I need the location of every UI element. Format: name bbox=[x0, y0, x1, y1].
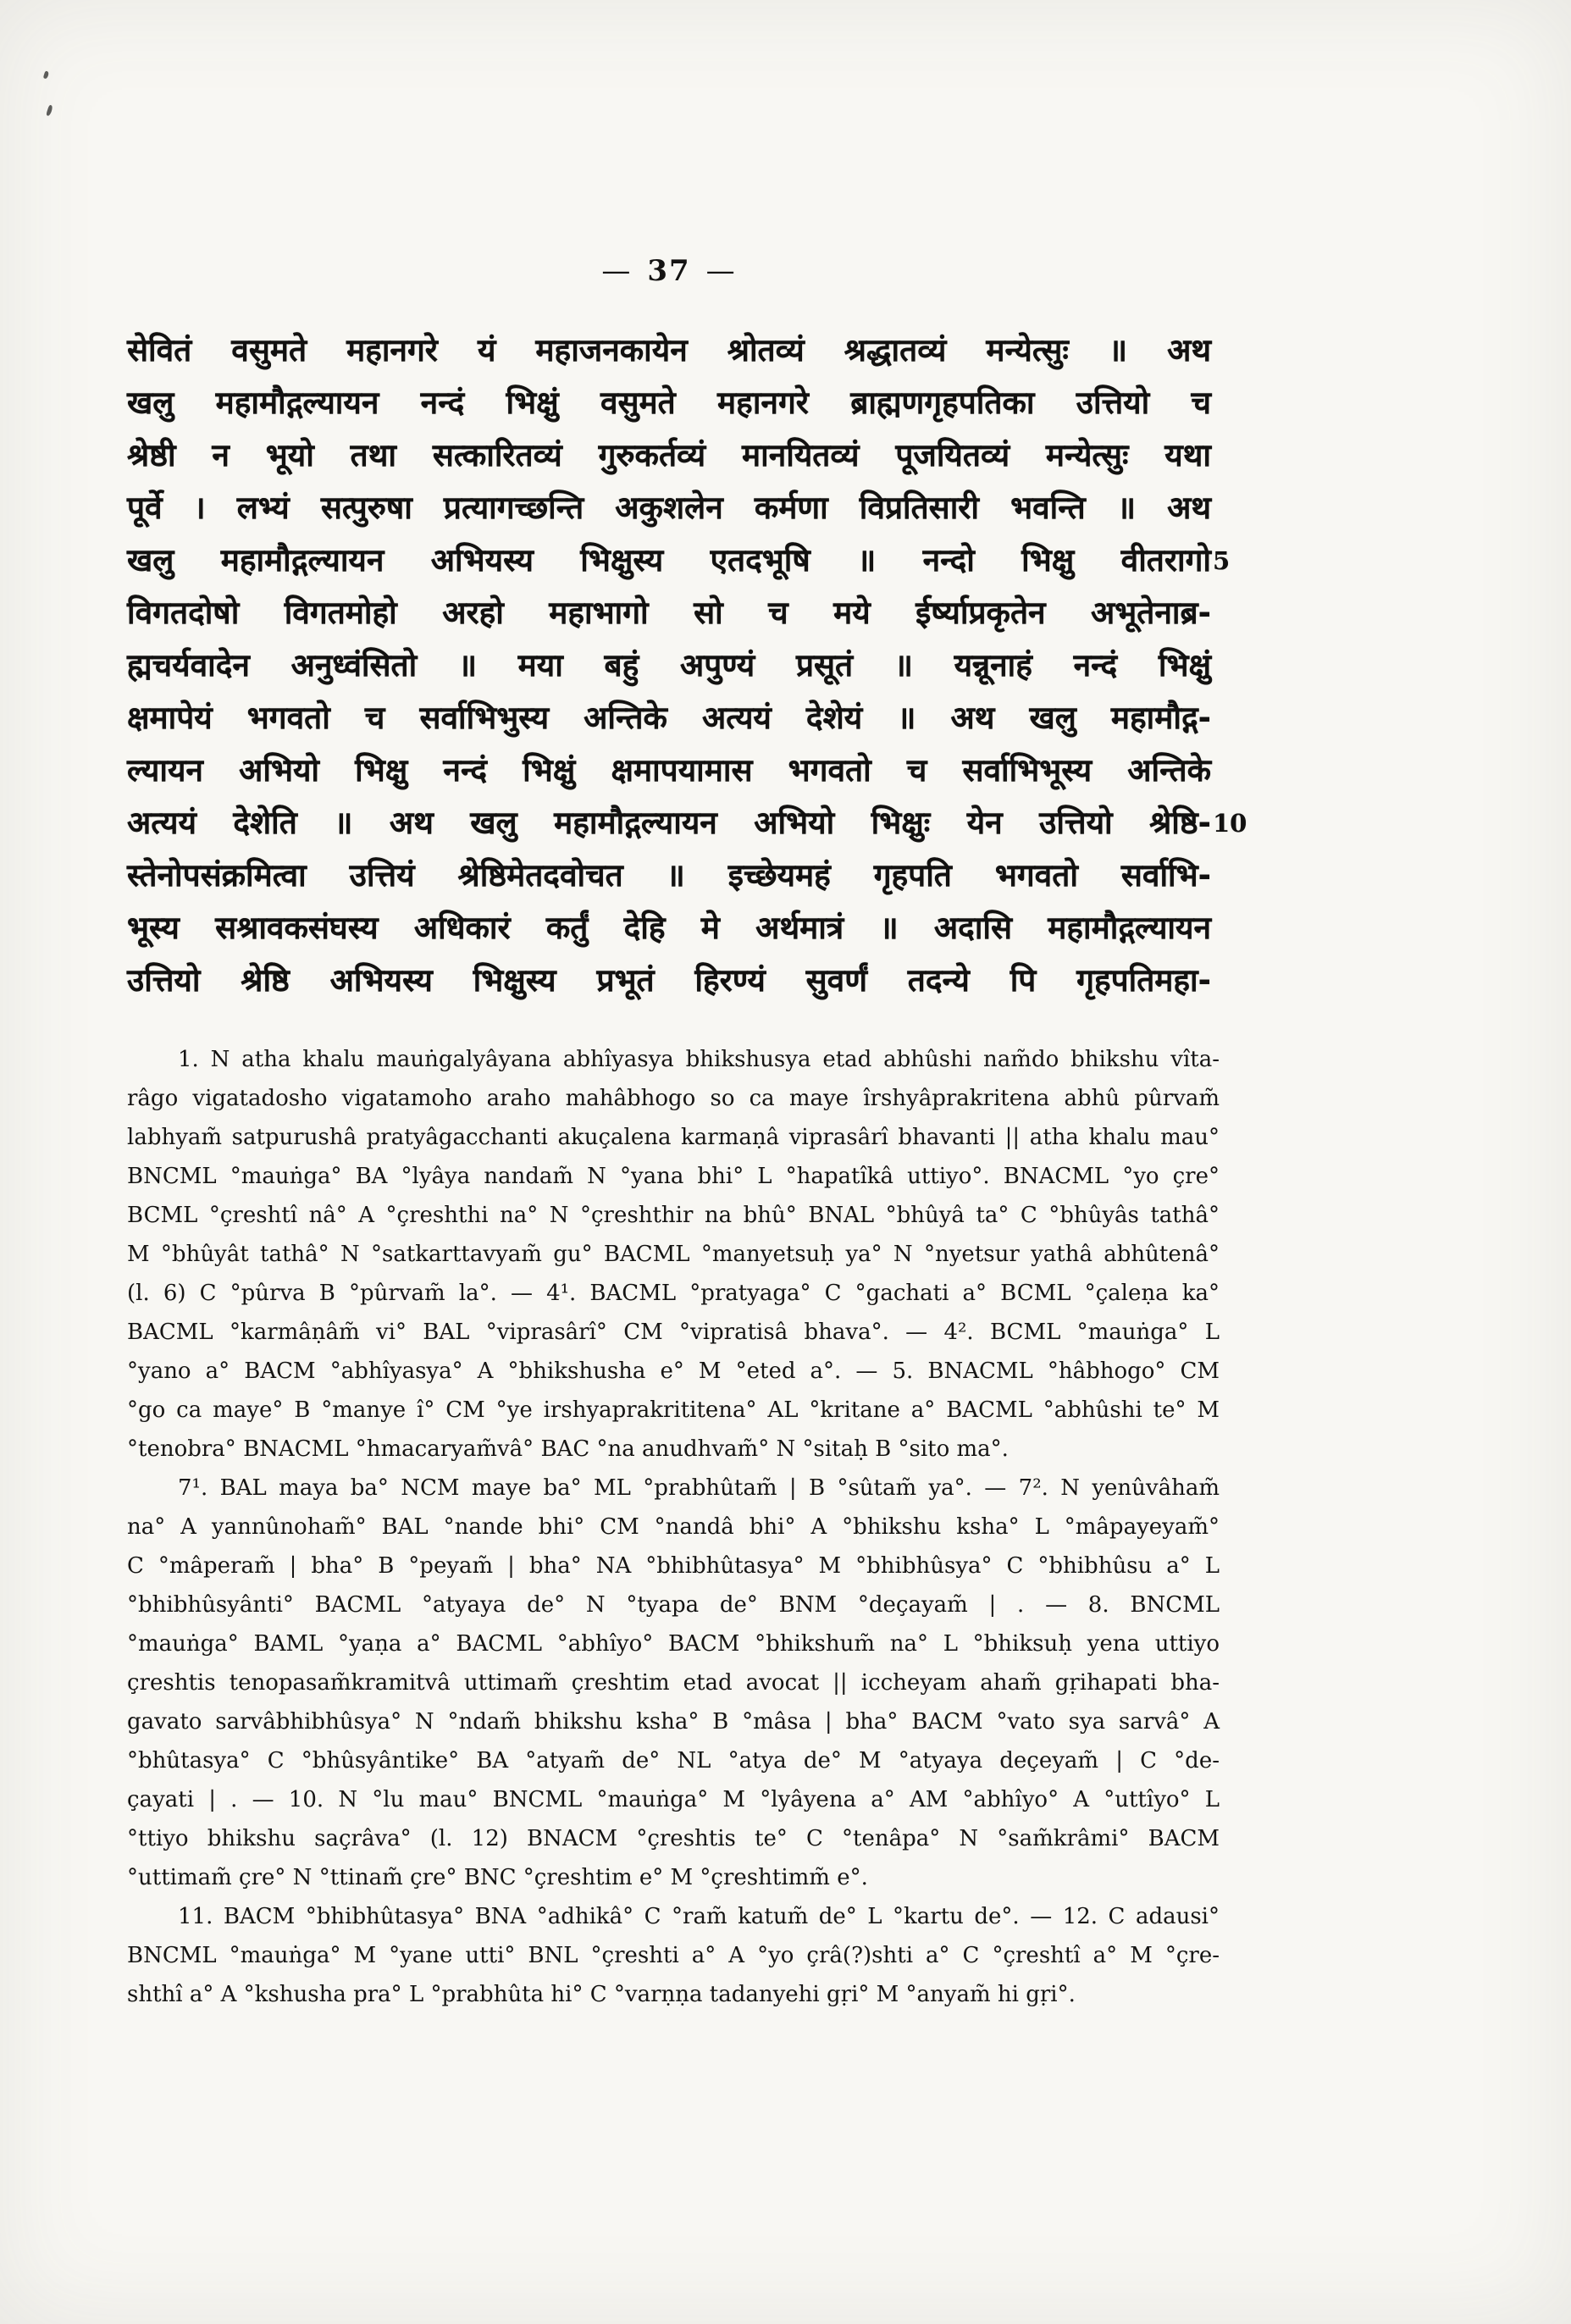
apparatus-line: 11. BACM °bhibhûtasya° BNA °adhikâ° C °ram̃ katum̃ de° L °kartu de°. — 12. C adausi° bbox=[178, 1904, 1220, 1929]
apparatus-line: °go ca maye° B °manye î° CM °ye irshyaprakrititena° AL °kritane a° BACML °abhûshi te° M bbox=[127, 1397, 1220, 1423]
devanagari-line: विगतदोषो विगतमोहो अरहो महाभागो सो च मये ईर्ष्याप्रकृतेन अभूतेनाब्र- bbox=[127, 595, 1211, 631]
page-header bbox=[127, 254, 1211, 288]
apparatus-line: °tenobra° BNACML °hmacaryam̃vâ° BAC °na anudhvam̃° N °sitaḥ B °sito ma°. bbox=[127, 1436, 1009, 1462]
apparatus-line: °uttimam̃ çre° N °ttinam̃ çre° BNC °çreshtim e° M °çreshtimm̃ e°. bbox=[127, 1865, 868, 1890]
apparatus-line: °bhûtasya° C °bhûsyântike° BA °atyam̃ de° NL °atya de° M °atyaya deçeyam̃ | C °de- bbox=[127, 1748, 1220, 1773]
devanagari-line: श्रेष्ठी न भूयो तथा सत्कारितव्यं गुरुकर्तव्यं मानयितव्यं पूजयितव्यं मन्येत्सुः यथा bbox=[127, 437, 1211, 473]
apparatus-line: gavato sarvâbhibhûsya° N °ndam̃ bhikshu ksha° B °mâsa | bha° BACM °vato sya sarvâ° A bbox=[127, 1709, 1220, 1735]
devanagari-line: क्षमापेयं भगवतो च सर्वाभिभुस्य अन्तिके अत्ययं देशेयं ॥ अथ खलु महामौद्ग- bbox=[127, 700, 1211, 736]
header-right-dash: — bbox=[705, 254, 737, 288]
apparatus-line: M °bhûyât tathâ° N °satkarttavyam̃ gu° BACML °manyetsuḥ ya° N °nyetsur yathâ abhûtenâ° bbox=[127, 1242, 1220, 1267]
header-left-dash: — bbox=[601, 254, 633, 288]
devanagari-line: खलु महामौद्गल्यायन नन्दं भिक्षुं वसुमते महानगरे ब्राह्मणगृहपतिका उत्तियो च bbox=[127, 385, 1211, 421]
devanagari-line: पूर्वे । लभ्यं सत्पुरुषा प्रत्यागच्छन्ति अकुशलेन कर्मणा विप्रतिसारी भवन्ति ॥ अथ bbox=[127, 490, 1211, 526]
apparatus-line: BCML °çreshtî nâ° A °çreshthi na° N °çreshthir na bhû° BNAL °bhûyâ ta° C °bhûyâs tathâ° bbox=[127, 1203, 1220, 1228]
apparatus-line: 7¹. BAL maya ba° NCM maye ba° ML °prabhûtam̃ | B °sûtam̃ ya°. — 7². N yenûvâham̃ bbox=[178, 1475, 1220, 1501]
devanagari-line: खलु महामौद्गल्यायन अभियस्य भिक्षुस्य एतदभूषि ॥ नन्दो भिक्षु वीतरागो 5 bbox=[127, 534, 1211, 587]
apparatus-line: çayati | . — 10. N °lu mau° BNCML °mauṅga° M °lyâyena a° AM °abhîyo° A °uttîyo° L bbox=[127, 1787, 1220, 1812]
apparatus-line: na° A yannûnoham̃° BAL °nande bhi° CM °nandâ bhi° A °bhikshu ksha° L °mâpayeyam̃° bbox=[127, 1514, 1220, 1540]
apparatus-line: °bhibhûsyânti° BACML °atyaya de° N °tyapa de° BNM °deçayam̃ | . — 8. BNCML bbox=[127, 1592, 1220, 1618]
stray-mark bbox=[43, 70, 50, 79]
apparatus-paragraph bbox=[127, 1469, 1220, 1897]
devanagari-line: ल्यायन अभियो भिक्षु नन्दं भिक्षुं क्षमापयामास भगवतो च सर्वाभिभूस्य अन्तिके bbox=[127, 752, 1211, 788]
devanagari-line: स्तेनोपसंक्रमित्वा उत्तियं श्रेष्ठिमेतदवोचत ॥ इच्छेयमहं गृहपति भगवतो सर्वाभि- bbox=[127, 857, 1211, 894]
apparatus-block bbox=[127, 1040, 1220, 2014]
apparatus-line: 1. N atha khalu mauṅgalyâyana abhîyasya bhikshusya etad abhûshi nam̃do bhikshu vîta- bbox=[178, 1047, 1220, 1072]
apparatus-paragraph bbox=[127, 1040, 1220, 1469]
apparatus-line: BNCML °mauṅga° M °yane utti° BNL °çreshti a° A °yo çrâ(?)shti a° C °çreshtî a° M °çre- bbox=[127, 1943, 1220, 1968]
devanagari-line: अत्ययं देशेति ॥ अथ खलु महामौद्गल्यायन अभियो भिक्षुः येन उत्तियो श्रेष्ठि- 10 bbox=[127, 797, 1211, 849]
devanagari-line: ह्मचर्यवादेन अनुध्वंसितो ॥ मया बहुं अपुण्यं प्रसूतं ॥ यन्नूनाहं नन्दं भिक्षुं bbox=[127, 647, 1211, 683]
devanagari-line: भूस्य सश्रावकसंघस्य अधिकारं कर्तुं देहि मे अर्थमात्रं ॥ अदासि महामौद्गल्यायन bbox=[127, 910, 1211, 946]
devanagari-line: सेवितं वसुमते महानगरे यं महाजनकायेन श्रोतव्यं श्रद्धातव्यं मन्येत्सुः ॥ अथ bbox=[127, 332, 1211, 368]
apparatus-line: râgo vigatadosho vigatamoho araho mahâbhogo so ca maye îrshyâprakritena abhû pûrvam̃ bbox=[127, 1086, 1220, 1111]
apparatus-line: shthî a° A °kshusha pra° L °prabhûta hi° C °varṇṇa tadanyehi gṛi° M °anyam̃ hi gṛi°. bbox=[127, 1982, 1076, 2007]
apparatus-line: labhyam̃ satpurushâ pratyâgacchanti akuçalena karmaṇâ viprasârî bhavanti || atha khalu mau° bbox=[127, 1125, 1220, 1150]
margin-line-number: 10 bbox=[1213, 809, 1247, 838]
apparatus-line: (l. 6) C °pûrva B °pûrvam̃ la°. — 4¹. BACML °pratyaga° C °gachati a° BCML °çaleṇa ka° bbox=[127, 1281, 1220, 1306]
devanagari-block bbox=[127, 324, 1247, 1007]
apparatus-line: °yano a° BACM °abhîyasya° A °bhikshusha e° M °eted a°. — 5. BNACML °hâbhogo° CM bbox=[127, 1358, 1220, 1384]
devanagari-line: उत्तियो श्रेष्ठि अभियस्य भिक्षुस्य प्रभूतं हिरण्यं सुवर्णं तदन्ये पि गृहपतिमहा- bbox=[127, 962, 1211, 999]
apparatus-paragraph bbox=[127, 1897, 1220, 2014]
margin-line-number: 5 bbox=[1213, 546, 1231, 575]
stray-mark bbox=[46, 105, 53, 117]
apparatus-line: BACML °karmâṇâm̃ vi° BAL °viprasârî° CM °vipratisâ bhava°. — 4². BCML °mauṅga° L bbox=[127, 1320, 1220, 1345]
apparatus-line: °ttiyo bhikshu saçrâva° (l. 12) BNACM °çreshtis te° C °tenâpa° N °sam̃krâmi° BACM bbox=[127, 1826, 1220, 1851]
apparatus-line: C °mâperam̃ | bha° B °peyam̃ | bha° NA °bhibhûtasya° M °bhibhûsya° C °bhibhûsu a° L bbox=[127, 1553, 1220, 1579]
apparatus-line: °mauṅga° BAML °yaṇa a° BACML °abhîyo° BACM °bhikshum̃ na° L °bhiksuḥ yena uttiyo bbox=[127, 1631, 1220, 1657]
apparatus-line: BNCML °mauṅga° BA °lyâya nandam̃ N °yana bhi° L °hapatîkâ uttiyo°. BNACML °yo çre° bbox=[127, 1164, 1220, 1189]
apparatus-line: çreshtis tenopasam̃kramitvâ uttimam̃ çreshtim etad avocat || iccheyam aham̃ gṛihapati bha- bbox=[127, 1670, 1220, 1696]
page-number: 37 bbox=[647, 254, 691, 288]
